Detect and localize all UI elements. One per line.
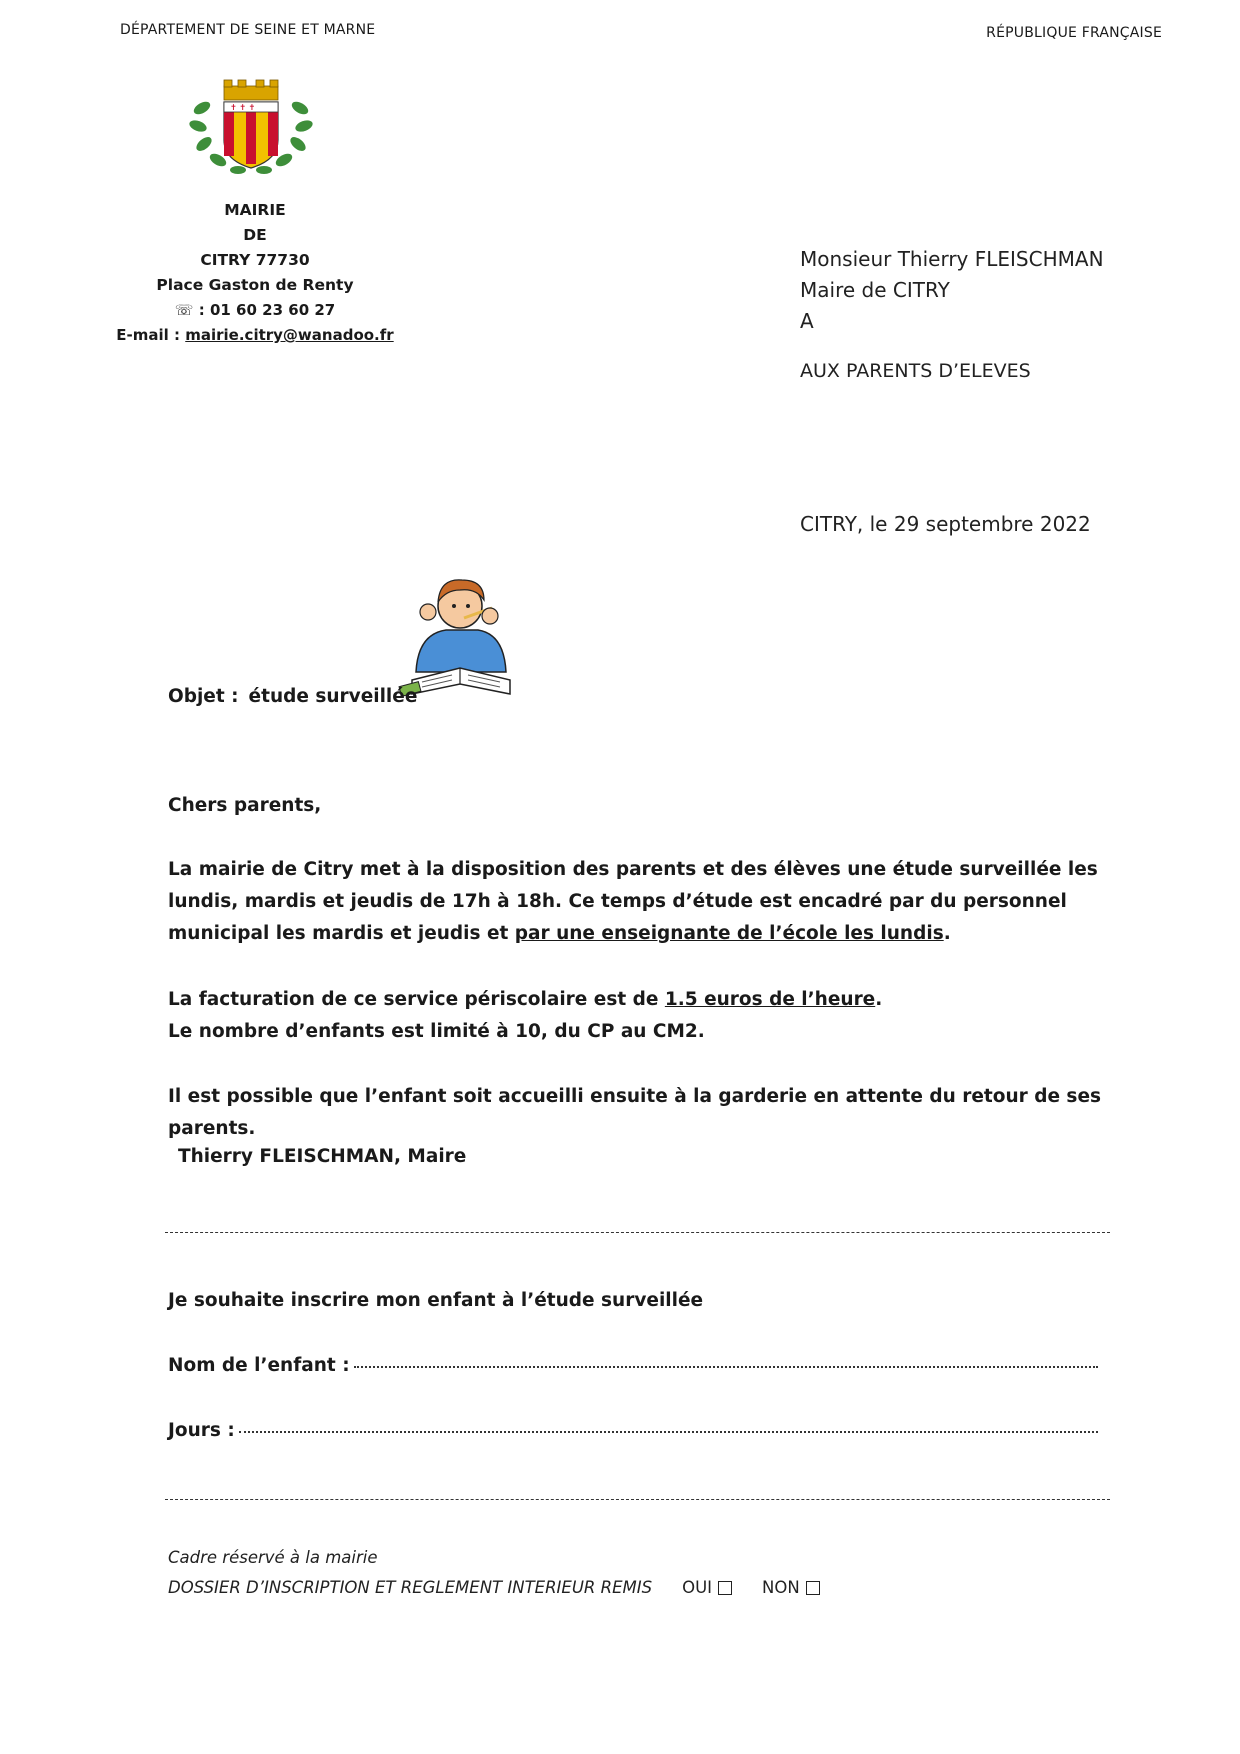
days-input-line[interactable] — [239, 1431, 1098, 1433]
department-header: DÉPARTEMENT DE SEINE ET MARNE — [120, 22, 376, 38]
recipient-line-2: Maire de CITRY — [800, 278, 950, 302]
letter-date: CITRY, le 29 septembre 2022 — [800, 512, 1091, 536]
non-checkbox[interactable] — [762, 1578, 820, 1597]
paragraph-2-end: . — [875, 989, 883, 1010]
paragraph-daycare: Il est possible que l’enfant soit accueilli ensuite à la garderie en attente du retour de ses parents. — [168, 1086, 1102, 1139]
signature: Thierry FLEISCHMAN, Maire — [178, 1146, 467, 1167]
child-name-field[interactable] — [168, 1355, 1098, 1376]
dossier-row — [168, 1578, 820, 1597]
days-label: Jours : — [168, 1420, 235, 1441]
checkbox-icon[interactable] — [718, 1581, 732, 1595]
paragraph-study-schedule — [168, 854, 1128, 950]
paragraph-2-underlined: 1.5 euros de l’heure — [664, 989, 876, 1010]
greeting: Chers parents, — [168, 795, 322, 816]
oui-label: OUI — [682, 1578, 713, 1597]
child-name-input-line[interactable] — [354, 1366, 1098, 1368]
paragraph-1-end: . — [943, 923, 951, 944]
paragraph-1-text: La mairie de Citry met à la disposition des parents et des élèves une étude surveillée les lundis, mardis et jeudis de 17h à 18h. Ce temps d’étude est encadré par du personnel municipal les mardis et jeudis et — [168, 859, 1098, 944]
email-label: E-mail : — [116, 326, 186, 344]
dossier-text: DOSSIER D’INSCRIPTION ET REGLEMENT INTERIEUR REMIS — [168, 1578, 653, 1597]
mairie-line-3: CITRY 77730 — [200, 251, 310, 269]
subject-label: Objet : — [168, 686, 239, 707]
checkbox-icon[interactable] — [806, 1581, 820, 1595]
email-link[interactable]: mairie.citry@wanadoo.fr — [185, 326, 394, 344]
oui-checkbox[interactable] — [682, 1578, 732, 1597]
reserved-caption: Cadre réservé à la mairie — [168, 1548, 378, 1567]
mairie-line-2: DE — [243, 226, 267, 244]
subject-text: étude surveillée — [248, 686, 418, 707]
paragraph-2-text: La facturation de ce service périscolaire est de — [168, 989, 665, 1010]
recipient-to: AUX PARENTS D’ELEVES — [800, 360, 1031, 382]
child-name-label: Nom de l’enfant : — [168, 1355, 350, 1376]
mairie-address: Place Gaston de Renty — [156, 276, 354, 294]
cut-line-divider — [165, 1232, 1110, 1233]
registration-title: Je souhaite inscrire mon enfant à l’étude surveillée — [168, 1290, 704, 1311]
mairie-phone: ☏ : 01 60 23 60 27 — [174, 301, 336, 319]
paragraph-1-underlined: par une enseignante de l’école les lundis — [514, 923, 944, 944]
recipient-line-3: A — [800, 309, 814, 333]
recipient-block — [800, 244, 1104, 337]
subject-line — [168, 686, 417, 707]
recipient-line-1: Monsieur Thierry FLEISCHMAN — [800, 247, 1104, 271]
mairie-line-1: MAIRIE — [224, 201, 286, 219]
child-studying-icon — [398, 572, 526, 702]
paragraph-billing — [168, 984, 1128, 1048]
non-label: NON — [762, 1578, 800, 1597]
coat-of-arms-icon — [188, 78, 314, 178]
paragraph-2-limit: Le nombre d’enfants est limité à 10, du CP au CM2. — [168, 1021, 705, 1042]
section-divider — [165, 1499, 1110, 1500]
republic-header: RÉPUBLIQUE FRANÇAISE — [986, 25, 1162, 41]
mairie-address-block — [90, 198, 420, 348]
svg-text:✝ ✝ ✝: ✝ ✝ ✝ — [230, 103, 256, 112]
mairie-email-row — [90, 323, 420, 348]
days-field[interactable] — [168, 1420, 1098, 1441]
